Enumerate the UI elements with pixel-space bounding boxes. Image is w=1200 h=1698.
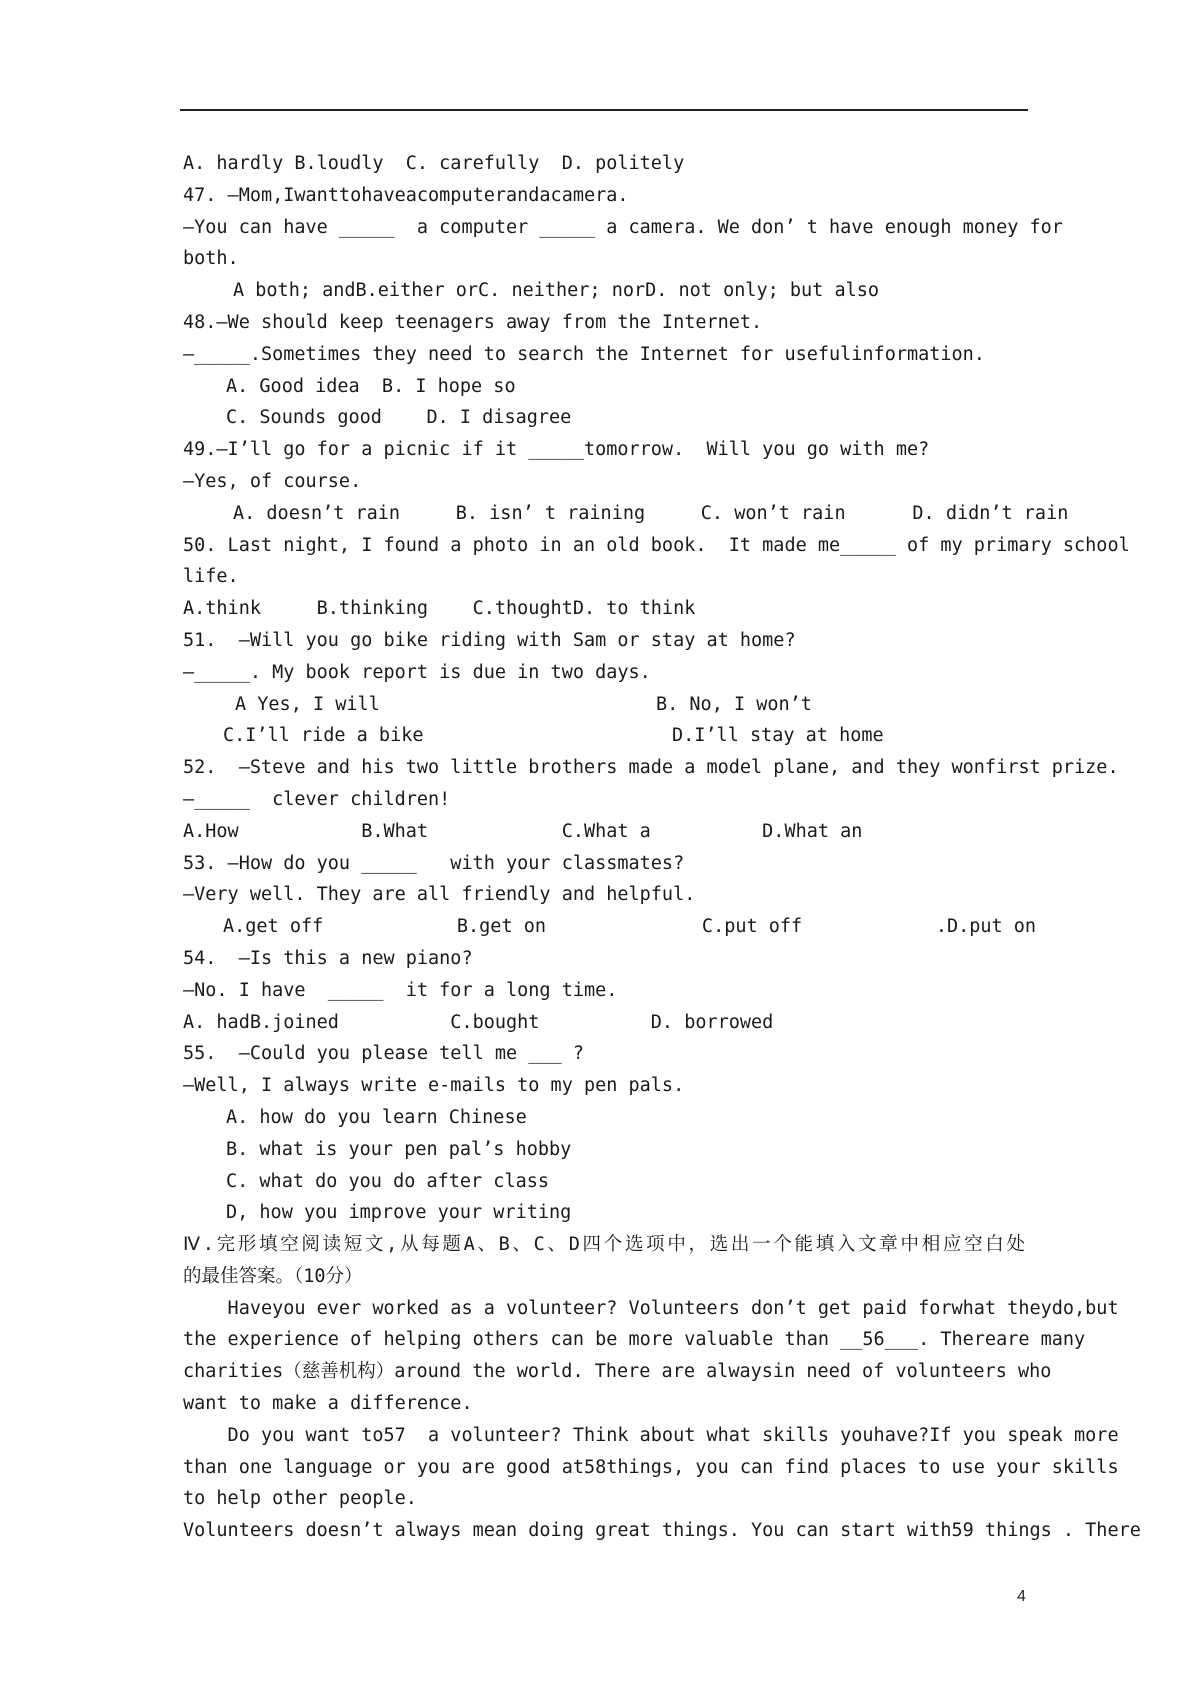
text-line: 53. —How do you _____ with your classmates? — [183, 852, 685, 874]
text-line: 48.—We should keep teenagers away from the Internet. — [183, 311, 763, 333]
text-line: 49.—I’ll go for a picnic if it _____tomorrow. Will you go with me? — [183, 439, 930, 461]
text-line: 54. —Is this a new piano? — [183, 947, 473, 969]
q51-option-a: A Yes, I will — [235, 693, 380, 715]
questions-46-51 — [183, 148, 1130, 689]
text-line: Do you want to57 a volunteer? Think about what skills youhave?If you speak more — [183, 1424, 1119, 1446]
text-line: A.get off B.get on C.put off .D.put on — [223, 916, 1037, 938]
text-line: the experience of helping others can be more valuable than __56___. Thereare many — [183, 1329, 1086, 1351]
q51-options-row-1 — [183, 689, 1025, 721]
text-line: —No. I have _____ it for a long time. — [183, 979, 618, 1001]
text-line: —_____ clever children! — [183, 788, 451, 810]
text-line: B. what is your pen pal’s hobby — [226, 1138, 572, 1160]
text-line: A. hadB.joined C.bought D. borrowed — [183, 1011, 774, 1033]
text-line: C. Sounds good D. I disagree — [226, 407, 572, 429]
text-line: Volunteers doesn’t always mean doing great things. You can start with59 things . There — [183, 1520, 1141, 1542]
text-line: A. Good idea B. I hope so — [226, 375, 516, 397]
text-line: —You can have _____ a computer _____ a camera. We don’ t have enough money for — [183, 216, 1063, 238]
text-line: to help other people. — [183, 1488, 417, 1510]
text-line: —_____.Sometimes they need to search the Internet for usefulinformation. — [183, 343, 985, 365]
text-line: —Yes, of course. — [183, 470, 362, 492]
text-line: A.How B.What C.What a D.What an — [183, 820, 863, 842]
text-line: 50. Last night, I found a photo in an old book. It made me_____ of my primary school — [183, 534, 1130, 556]
text-line: charities（慈善机构）around the world. There are alwaysin need of volunteers who — [183, 1361, 1052, 1383]
text-line: A. doesn’t rain B. isn’ t raining C. won’t rain D. didn’t rain — [233, 502, 1069, 524]
text-line: 47. —Mom,Iwanttohaveacomputerandacamera. — [183, 184, 629, 206]
text-line: Haveyou ever worked as a volunteer? Volunteers don’t get paid forwhat theydo,but — [183, 1297, 1119, 1319]
header-rule — [180, 109, 1028, 111]
q51-option-d: D.I’ll stay at home — [672, 725, 884, 747]
text-line: A both; andB.either orC. neither; norD. not only; but also — [233, 280, 880, 302]
text-line: —Well, I always write e-mails to my pen pals. — [183, 1075, 685, 1097]
text-line: 52. —Steve and his two little brothers made a model plane, and they wonfirst prize. — [183, 757, 1119, 779]
text-line: than one language or you are good at58things, you can find places to use your skills — [183, 1456, 1119, 1478]
questions-52-59 — [183, 752, 1141, 1547]
text-line: D, how you improve your writing — [226, 1202, 572, 1224]
text-line: Ⅳ.完形填空阅读短文,从每题A、B、C、D四个选项中，选出一个能填入文章中相应空白处 — [183, 1234, 1025, 1256]
text-line: want to make a difference. — [183, 1393, 473, 1415]
text-line: —Very well. They are all friendly and helpful. — [183, 884, 696, 906]
text-line: A.think B.thinking C.thoughtD. to think — [183, 598, 696, 620]
text-line: A. hardly B.loudly C. carefully D. politely — [183, 153, 685, 174]
text-line: both. — [183, 248, 239, 270]
page-content — [183, 148, 1141, 1547]
text-line: —_____. My book report is due in two days. — [183, 661, 651, 683]
q51-options-row-2 — [183, 720, 1025, 752]
text-line: 的最佳答案。（10分） — [183, 1265, 363, 1287]
text-line: life. — [183, 566, 239, 588]
q51-option-c: C.I’ll ride a bike — [223, 725, 424, 747]
text-line: 51. —Will you go bike riding with Sam or stay at home? — [183, 629, 796, 651]
text-line: 55. —Could you please tell me ___ ? — [183, 1043, 584, 1065]
page-number: 4 — [1017, 1588, 1026, 1605]
q51-option-b: B. No, I won’t — [656, 693, 812, 715]
text-line: A. how do you learn Chinese — [226, 1106, 527, 1128]
text-line: C. what do you do after class — [226, 1170, 550, 1192]
